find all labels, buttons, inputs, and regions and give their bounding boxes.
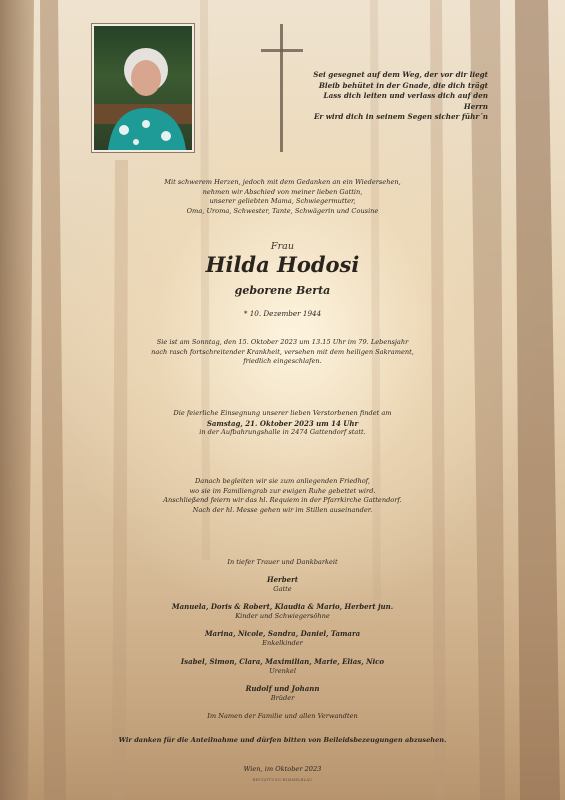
death-line: nach rasch fortschreitender Krankheit, versehen mit dem heiligen Sakrament,	[151, 347, 414, 356]
mourner-group	[0, 629, 565, 648]
mourner-relation: Kinder und Schwiegersöhne	[235, 611, 330, 620]
mourner-names: Herbert	[266, 575, 299, 584]
deceased-name: Hilda Hodosi	[205, 252, 360, 277]
intro-line: nehmen wir Abschied von meiner lieben Gattin,	[202, 187, 363, 196]
mourner-names: Manuela, Doris & Robert, Klaudia & Mario, Herbert jun.	[171, 602, 394, 611]
burial-line: Anschließend feiern wir das hl. Requiem in der Pfarrkirche Gattendorf.	[163, 496, 402, 505]
mourner-names: Marina, Nicole, Sandra, Daniel, Tamara	[204, 629, 361, 638]
salutation: Frau	[270, 241, 295, 252]
burial-line: Danach begleiten wir sie zum anliegenden Friedhof,	[195, 477, 370, 485]
mourner-names: Rudolf und Johann	[245, 684, 320, 693]
mourner-relation: Enkelkinder	[262, 638, 303, 647]
portrait-photo	[92, 24, 194, 152]
poem-line: Sei gesegnet auf dem Weg, der vor dir liegt	[313, 70, 488, 79]
burial-line: wo sie im Familiengrab zur ewigen Ruhe gebettet wird.	[189, 486, 376, 495]
poem-verse	[300, 70, 488, 123]
intro-line: unserer geliebten Mama, Schwiegermutter,	[209, 197, 356, 206]
mourner-relation: Urenkel	[269, 666, 296, 675]
mourner-names: Isabel, Simon, Clara, Maximilian, Marie, Elias, Nico	[180, 657, 385, 666]
cross-icon	[261, 24, 303, 152]
ceremony-line: Die feierliche Einsegnung unserer lieben Verstorbenen findet am	[173, 409, 392, 417]
death-notice	[0, 338, 565, 367]
mourner-relation: Gatte	[273, 584, 292, 593]
ceremony-date: Samstag, 21. Oktober 2023 um 14 Uhr	[206, 418, 359, 428]
ceremony-line: in der Aufbahrungshalle in 2474 Gattendorf statt.	[199, 428, 366, 437]
intro-line: Oma, Uroma, Schwester, Tante, Schwägerin und Cousine	[186, 206, 379, 215]
mourner-group	[0, 684, 565, 703]
mourners-intro: In tiefer Trauer und Dankbarkeit	[227, 558, 338, 566]
family-line: Im Namen der Familie und allen Verwandten	[207, 712, 358, 720]
poem-line: Lass dich leiten und verlass dich auf den Herrn	[323, 91, 488, 111]
place-date: Wien, im Oktober 2023	[243, 765, 322, 773]
undertaker-mark: BESTATTUNG HIMMELBLAU	[252, 778, 313, 782]
mourner-group	[0, 575, 565, 594]
ceremony-info	[0, 409, 565, 438]
mourner-group	[0, 602, 565, 621]
burial-line: Nach der hl. Messe gehen wir im Stillen auseinander.	[192, 505, 373, 514]
burial-info	[0, 477, 565, 515]
mourner-group	[0, 657, 565, 676]
thanks-note: Wir danken für die Anteilnahme und dürfen bitten von Beileidsbezeugungen abzusehen.	[118, 736, 447, 744]
maiden-name: geborene Berta	[234, 284, 331, 297]
mourner-relation: Brüder	[270, 693, 295, 702]
poem-line: Er wird dich in seinem Segen sicher führ´n	[313, 112, 488, 122]
intro-line: Mit schwerem Herzen, jedoch mit dem Gedanken an ein Wiedersehen,	[164, 178, 401, 186]
intro-text	[0, 178, 565, 216]
death-line: Sie ist am Sonntag, den 15. Oktober 2023 um 13.15 Uhr im 79. Lebensjahr	[156, 338, 409, 346]
birth-date: * 10. Dezember 1944	[243, 309, 322, 318]
death-line: friedlich eingeschlafen.	[243, 357, 322, 366]
poem-line: Bleib behütet in der Gnade, die dich trägt	[318, 80, 488, 90]
